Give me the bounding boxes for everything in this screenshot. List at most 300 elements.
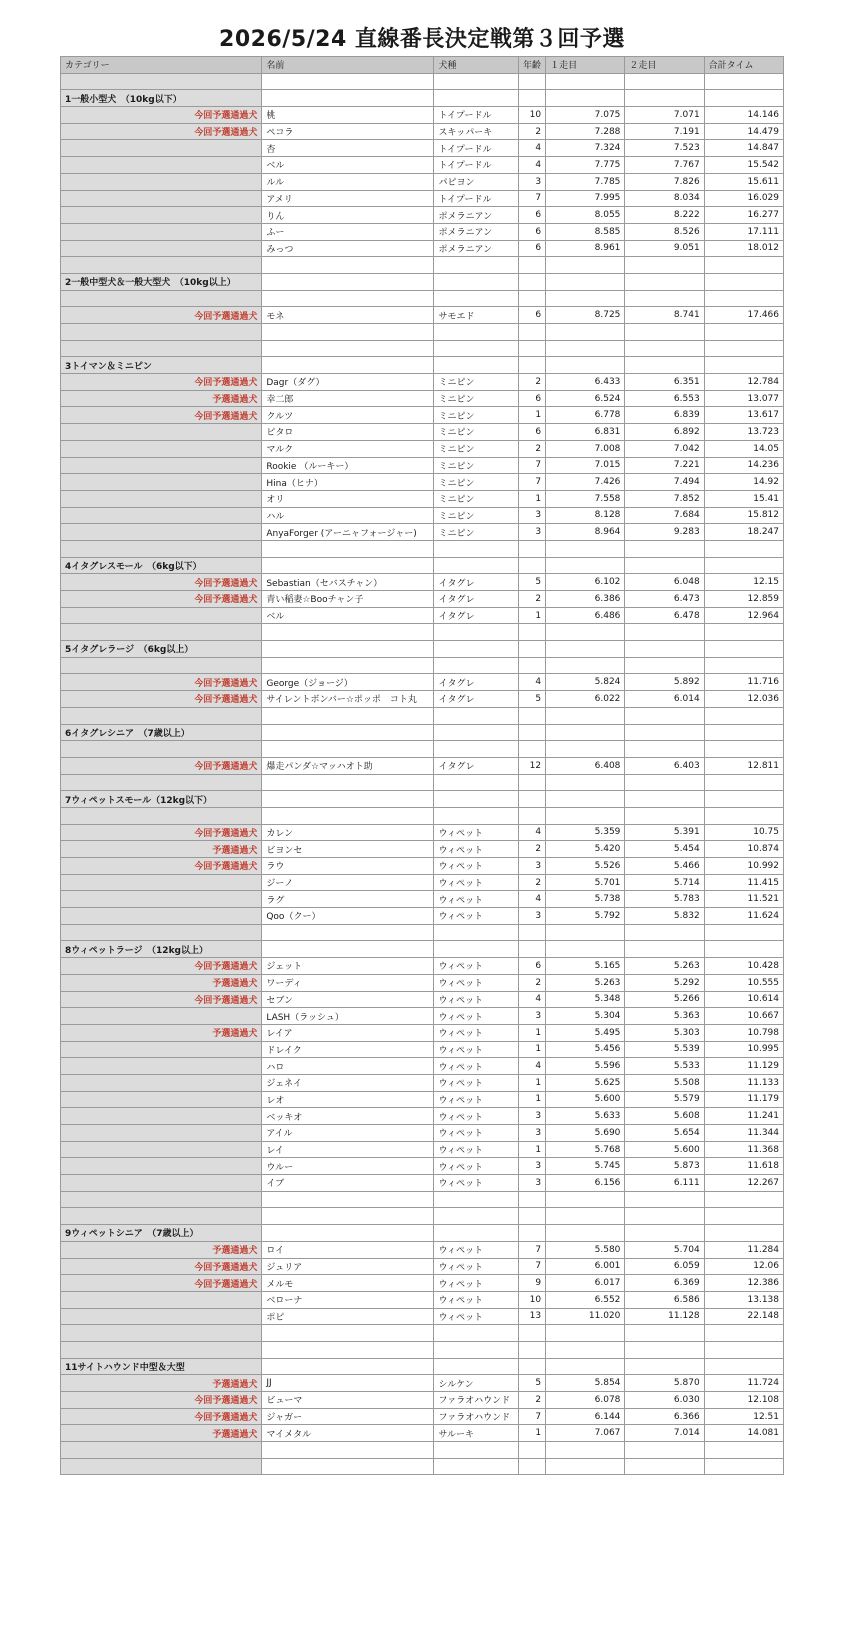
run2-cell: 6.111 [625, 1175, 704, 1192]
run2-cell [625, 641, 704, 658]
run1-cell [546, 1458, 625, 1475]
total-cell: 12.15 [704, 574, 783, 591]
age-cell [518, 1325, 545, 1342]
age-cell: 4 [518, 891, 545, 908]
age-cell: 12 [518, 757, 545, 774]
age-cell [518, 641, 545, 658]
name-cell [262, 290, 434, 307]
age-cell: 2 [518, 841, 545, 858]
status-cell [61, 157, 262, 174]
table-row [61, 958, 784, 975]
breed-cell [434, 290, 519, 307]
table-row [61, 757, 784, 774]
breed-cell: イタグレ [434, 607, 519, 624]
total-cell: 13.723 [704, 424, 783, 441]
name-cell [262, 273, 434, 290]
name-cell [262, 540, 434, 557]
run2-cell: 7.684 [625, 507, 704, 524]
age-cell: 3 [518, 1175, 545, 1192]
name-cell [262, 741, 434, 758]
status-cell: 今回予選通過犬 [61, 591, 262, 608]
age-cell: 10 [518, 1291, 545, 1308]
age-cell [518, 290, 545, 307]
name-cell [262, 257, 434, 274]
name-cell: ロイ [262, 1241, 434, 1258]
run1-cell: 5.348 [546, 991, 625, 1008]
breed-cell: ウィペット [434, 1041, 519, 1058]
age-cell [518, 1225, 545, 1242]
table-row [61, 207, 784, 224]
total-cell [704, 807, 783, 824]
run1-cell: 7.288 [546, 123, 625, 140]
run2-cell: 6.473 [625, 591, 704, 608]
section-title: 1一般小型犬 （10kg以下） [61, 90, 262, 107]
blank-row [61, 741, 784, 758]
name-cell [262, 73, 434, 90]
age-cell: 5 [518, 574, 545, 591]
blank-row [61, 1325, 784, 1342]
run2-cell: 5.391 [625, 824, 704, 841]
table-row [61, 407, 784, 424]
status-cell [61, 1041, 262, 1058]
total-cell: 10.995 [704, 1041, 783, 1058]
name-cell [262, 941, 434, 958]
name-cell [262, 791, 434, 808]
status-cell [61, 1208, 262, 1225]
status-cell [61, 440, 262, 457]
age-cell: 6 [518, 207, 545, 224]
run1-cell: 5.165 [546, 958, 625, 975]
run1-cell: 7.558 [546, 490, 625, 507]
header-row [61, 57, 784, 74]
table-row [61, 490, 784, 507]
section-title: 11サイトハウンド中型＆大型 [61, 1358, 262, 1375]
status-cell [61, 1442, 262, 1459]
age-cell: 1 [518, 490, 545, 507]
status-cell [61, 741, 262, 758]
blank-row [61, 924, 784, 941]
name-cell: レオ [262, 1091, 434, 1108]
run1-cell: 5.768 [546, 1141, 625, 1158]
blank-row [61, 73, 784, 90]
status-cell [61, 507, 262, 524]
age-cell: 5 [518, 1375, 545, 1392]
section-title: 4イタグレスモール （6kg以下） [61, 557, 262, 574]
table-row [61, 190, 784, 207]
table-row [61, 858, 784, 875]
run2-cell: 8.034 [625, 190, 704, 207]
name-cell: セブン [262, 991, 434, 1008]
table-row [61, 1392, 784, 1409]
status-cell [61, 1191, 262, 1208]
total-cell: 15.542 [704, 157, 783, 174]
total-cell [704, 1358, 783, 1375]
age-cell: 1 [518, 1024, 545, 1041]
run2-cell: 7.826 [625, 173, 704, 190]
run1-cell [546, 1358, 625, 1375]
run2-cell: 5.292 [625, 974, 704, 991]
name-cell: ベローナ [262, 1291, 434, 1308]
age-cell: 3 [518, 1108, 545, 1125]
table-row [61, 1308, 784, 1325]
total-cell [704, 540, 783, 557]
run2-cell [625, 941, 704, 958]
breed-cell: サルーキ [434, 1425, 519, 1442]
run1-cell [546, 540, 625, 557]
breed-cell [434, 1442, 519, 1459]
status-cell [61, 657, 262, 674]
run2-cell: 5.539 [625, 1041, 704, 1058]
age-cell: 2 [518, 440, 545, 457]
name-cell: ハル [262, 507, 434, 524]
run2-cell: 6.059 [625, 1258, 704, 1275]
total-cell: 10.667 [704, 1008, 783, 1025]
table-row [61, 173, 784, 190]
run2-cell: 8.741 [625, 307, 704, 324]
name-cell: Qoo（クー） [262, 908, 434, 925]
total-cell: 15.812 [704, 507, 783, 524]
run1-cell: 7.785 [546, 173, 625, 190]
run1-cell [546, 1341, 625, 1358]
breed-cell: ミニピン [434, 507, 519, 524]
name-cell: ピタロ [262, 424, 434, 441]
name-cell: ジェネイ [262, 1074, 434, 1091]
name-cell: ビヨンセ [262, 841, 434, 858]
run2-cell [625, 340, 704, 357]
run1-cell: 5.596 [546, 1058, 625, 1075]
breed-cell: パピヨン [434, 173, 519, 190]
table-row [61, 123, 784, 140]
status-cell [61, 774, 262, 791]
age-cell: 3 [518, 908, 545, 925]
breed-cell [434, 1325, 519, 1342]
name-cell: カレン [262, 824, 434, 841]
breed-cell: ウィペット [434, 1091, 519, 1108]
blank-row [61, 1442, 784, 1459]
run2-cell: 9.051 [625, 240, 704, 257]
age-cell: 3 [518, 173, 545, 190]
name-cell [262, 1341, 434, 1358]
status-cell: 今回予選通過犬 [61, 691, 262, 708]
run1-cell: 6.156 [546, 1175, 625, 1192]
section-title: 3トイマン＆ミニピン [61, 357, 262, 374]
name-cell: ルル [262, 173, 434, 190]
run1-cell: 7.075 [546, 107, 625, 124]
name-cell [262, 324, 434, 341]
breed-cell: ミニピン [434, 440, 519, 457]
total-cell: 11.179 [704, 1091, 783, 1108]
table-row [61, 1091, 784, 1108]
breed-cell: ファラオハウンド [434, 1392, 519, 1409]
run2-cell: 7.767 [625, 157, 704, 174]
age-cell: 3 [518, 858, 545, 875]
breed-cell: ウィペット [434, 1024, 519, 1041]
name-cell: ビューマ [262, 1392, 434, 1409]
breed-cell: ポメラニアン [434, 240, 519, 257]
age-cell: 2 [518, 374, 545, 391]
run2-cell: 5.714 [625, 874, 704, 891]
run1-cell [546, 1208, 625, 1225]
status-cell [61, 707, 262, 724]
total-cell [704, 941, 783, 958]
status-cell [61, 257, 262, 274]
status-cell [61, 1291, 262, 1308]
name-cell: George（ジョージ） [262, 674, 434, 691]
run2-cell [625, 657, 704, 674]
run1-cell: 8.585 [546, 223, 625, 240]
status-cell: 今回予選通過犬 [61, 824, 262, 841]
section-row [61, 1358, 784, 1375]
breed-cell: シルケン [434, 1375, 519, 1392]
age-cell [518, 724, 545, 741]
run2-cell [625, 90, 704, 107]
table-row [61, 1158, 784, 1175]
total-cell: 12.859 [704, 591, 783, 608]
run2-cell [625, 1225, 704, 1242]
breed-cell [434, 941, 519, 958]
breed-cell: ウィペット [434, 841, 519, 858]
run1-cell [546, 557, 625, 574]
breed-cell: ウィペット [434, 1291, 519, 1308]
age-cell: 3 [518, 1125, 545, 1142]
name-cell [262, 774, 434, 791]
run2-cell [625, 557, 704, 574]
total-cell [704, 774, 783, 791]
run2-cell [625, 290, 704, 307]
breed-cell: イタグレ [434, 691, 519, 708]
breed-cell: ミニピン [434, 457, 519, 474]
breed-cell: ミニピン [434, 374, 519, 391]
breed-cell [434, 774, 519, 791]
total-cell: 13.077 [704, 390, 783, 407]
table-row [61, 424, 784, 441]
total-cell: 11.618 [704, 1158, 783, 1175]
total-cell [704, 340, 783, 357]
breed-cell [434, 741, 519, 758]
name-cell: ジェット [262, 958, 434, 975]
total-cell: 14.479 [704, 123, 783, 140]
total-cell: 11.716 [704, 674, 783, 691]
run2-cell [625, 73, 704, 90]
run1-cell: 5.701 [546, 874, 625, 891]
name-cell [262, 1191, 434, 1208]
status-cell: 今回予選通過犬 [61, 107, 262, 124]
total-cell: 14.146 [704, 107, 783, 124]
run1-cell: 8.055 [546, 207, 625, 224]
blank-row [61, 807, 784, 824]
age-cell: 2 [518, 591, 545, 608]
total-cell: 12.784 [704, 374, 783, 391]
name-cell [262, 340, 434, 357]
run1-cell: 5.495 [546, 1024, 625, 1041]
breed-cell: ウィペット [434, 1058, 519, 1075]
run1-cell: 6.386 [546, 591, 625, 608]
run2-cell [625, 540, 704, 557]
table-row [61, 591, 784, 608]
name-cell [262, 1358, 434, 1375]
age-cell: 7 [518, 474, 545, 491]
table-row [61, 1058, 784, 1075]
name-cell: AnyaForger (アーニャフォージャー) [262, 524, 434, 541]
run2-cell: 5.783 [625, 891, 704, 908]
age-cell: 7 [518, 190, 545, 207]
table-row [61, 1074, 784, 1091]
run1-cell: 6.022 [546, 691, 625, 708]
blank-row [61, 257, 784, 274]
age-cell: 13 [518, 1308, 545, 1325]
breed-cell [434, 924, 519, 941]
run1-cell [546, 807, 625, 824]
table-row [61, 1141, 784, 1158]
total-cell [704, 73, 783, 90]
age-cell [518, 774, 545, 791]
name-cell: 爆走パンダ☆マッハオト助 [262, 757, 434, 774]
status-cell: 今回予選通過犬 [61, 1275, 262, 1292]
run2-cell: 5.704 [625, 1241, 704, 1258]
name-cell: ラウ [262, 858, 434, 875]
total-cell [704, 1191, 783, 1208]
run2-cell [625, 357, 704, 374]
breed-cell: ミニピン [434, 524, 519, 541]
table-row [61, 607, 784, 624]
breed-cell: ウィペット [434, 1275, 519, 1292]
age-cell [518, 791, 545, 808]
section-row [61, 357, 784, 374]
run1-cell: 6.144 [546, 1408, 625, 1425]
total-cell [704, 1341, 783, 1358]
run1-cell: 5.738 [546, 891, 625, 908]
run1-cell [546, 1191, 625, 1208]
name-cell [262, 624, 434, 641]
header-name: 名前 [262, 57, 434, 74]
table-row [61, 1125, 784, 1142]
age-cell: 6 [518, 223, 545, 240]
name-cell: ハロ [262, 1058, 434, 1075]
results-table-body [61, 57, 784, 1475]
run1-cell: 5.359 [546, 824, 625, 841]
breed-cell [434, 340, 519, 357]
age-cell: 4 [518, 824, 545, 841]
run1-cell [546, 624, 625, 641]
table-row [61, 240, 784, 257]
status-cell: 今回予選通過犬 [61, 374, 262, 391]
total-cell: 13.617 [704, 407, 783, 424]
status-cell [61, 891, 262, 908]
breed-cell: トイプードル [434, 140, 519, 157]
run2-cell [625, 1358, 704, 1375]
run2-cell: 6.351 [625, 374, 704, 391]
breed-cell: ウィペット [434, 1125, 519, 1142]
breed-cell [434, 791, 519, 808]
total-cell [704, 324, 783, 341]
name-cell: ドレイク [262, 1041, 434, 1058]
section-title: 9ウィペットシニア （7歳以上） [61, 1225, 262, 1242]
blank-row [61, 290, 784, 307]
table-row [61, 574, 784, 591]
age-cell [518, 357, 545, 374]
breed-cell [434, 807, 519, 824]
run2-cell: 5.579 [625, 1091, 704, 1108]
total-cell: 14.236 [704, 457, 783, 474]
name-cell: ジャガー [262, 1408, 434, 1425]
name-cell [262, 1208, 434, 1225]
table-row [61, 157, 784, 174]
run2-cell: 5.892 [625, 674, 704, 691]
total-cell [704, 724, 783, 741]
name-cell: マイメタル [262, 1425, 434, 1442]
blank-row [61, 774, 784, 791]
breed-cell: ウィペット [434, 1241, 519, 1258]
run2-cell: 5.870 [625, 1375, 704, 1392]
run1-cell: 5.690 [546, 1125, 625, 1142]
status-cell [61, 1175, 262, 1192]
run1-cell: 5.824 [546, 674, 625, 691]
run1-cell [546, 257, 625, 274]
status-cell [61, 1158, 262, 1175]
run1-cell [546, 774, 625, 791]
breed-cell: ファラオハウンド [434, 1408, 519, 1425]
run2-cell: 8.526 [625, 223, 704, 240]
run2-cell: 6.586 [625, 1291, 704, 1308]
table-row [61, 974, 784, 991]
name-cell [262, 90, 434, 107]
total-cell: 16.029 [704, 190, 783, 207]
status-cell [61, 73, 262, 90]
total-cell: 17.111 [704, 223, 783, 240]
breed-cell [434, 1458, 519, 1475]
age-cell [518, 941, 545, 958]
name-cell: マルク [262, 440, 434, 457]
status-cell: 予選通過犬 [61, 1425, 262, 1442]
breed-cell: ウィペット [434, 991, 519, 1008]
breed-cell [434, 657, 519, 674]
status-cell [61, 524, 262, 541]
age-cell [518, 73, 545, 90]
age-cell [518, 1341, 545, 1358]
breed-cell: ウィペット [434, 908, 519, 925]
age-cell: 6 [518, 307, 545, 324]
run2-cell: 6.478 [625, 607, 704, 624]
run2-cell: 6.892 [625, 424, 704, 441]
status-cell [61, 1008, 262, 1025]
breed-cell: トイプードル [434, 190, 519, 207]
run1-cell [546, 641, 625, 658]
status-cell [61, 1074, 262, 1091]
table-row [61, 140, 784, 157]
age-cell: 7 [518, 1241, 545, 1258]
header-breed: 犬種 [434, 57, 519, 74]
status-cell: 今回予選通過犬 [61, 958, 262, 975]
status-cell [61, 607, 262, 624]
run2-cell: 5.263 [625, 958, 704, 975]
name-cell: レイア [262, 1024, 434, 1041]
name-cell [262, 657, 434, 674]
name-cell: ふー [262, 223, 434, 240]
status-cell [61, 924, 262, 941]
run1-cell [546, 90, 625, 107]
status-cell [61, 807, 262, 824]
breed-cell [434, 1341, 519, 1358]
table-row [61, 991, 784, 1008]
breed-cell [434, 73, 519, 90]
run1-cell: 5.526 [546, 858, 625, 875]
run1-cell [546, 741, 625, 758]
run1-cell [546, 707, 625, 724]
run1-cell: 5.263 [546, 974, 625, 991]
age-cell: 4 [518, 140, 545, 157]
run1-cell [546, 324, 625, 341]
run1-cell: 5.600 [546, 1091, 625, 1108]
